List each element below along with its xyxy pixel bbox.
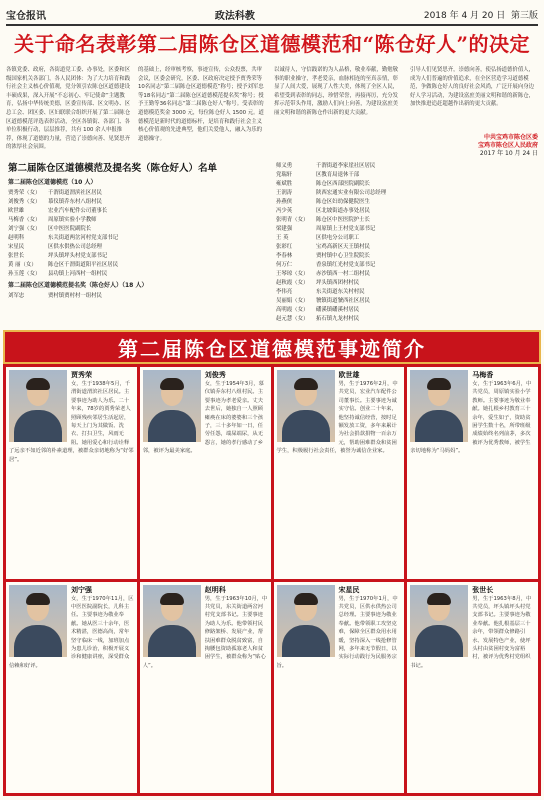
portrait-photo <box>277 370 335 442</box>
nominees-subtitle: 第二届陈仓区道德模范提名奖（陈仓好人）（18 人） <box>8 282 148 289</box>
list-row <box>276 288 538 297</box>
list-row <box>8 292 268 301</box>
list-row-name: 贾秀荣（女） <box>8 190 41 196</box>
profile-card <box>6 582 137 794</box>
list-row <box>276 306 538 315</box>
list-row-desc: 区教育局退休干部 <box>316 172 360 178</box>
list-row-desc: 贾村镇贾村村一组村民 <box>48 293 102 299</box>
signature-date: 2017 年 10 月 24 日 <box>479 150 538 157</box>
body-column-1: 各镇党委、政府，各街道党工委、办事处，区委和区级国家机关各部门，各人民团体：为了大力培育和践行社会主义核心价值观，党分领引农陈仓区道德建设丰硕成果，深入开展“不忘初心、牢记使命”主题教育，弘扬中华传统美德，区委宣传部、区文明办、区总工会、团区委、区妇联联合组织开展了第二届陈仓区道德模范评选表彰活动，全区各镇街、各部门、各单位积极行动，层层推荐，共有 100 余人申报推荐，体现了道德的力量，营造了崇德向善、见贤思齐的浓厚社会氛围。 <box>6 67 130 151</box>
list-row-name: 宋星民 <box>8 244 25 250</box>
list-row <box>8 252 268 261</box>
list-row-name: 欧世雄 <box>8 208 25 214</box>
signature-org-2: 宝鸡市陈仓区人民政府 <box>477 142 538 149</box>
list-row <box>8 225 268 234</box>
profile-name: 刘俊秀 <box>204 371 226 379</box>
list-row-name: 党瑞轩 <box>276 172 293 178</box>
list-row-desc: 区供电分公司职工 <box>316 235 360 241</box>
list-row-name: 师义勇 <box>276 163 293 169</box>
profile-name: 宋星民 <box>338 585 360 594</box>
list-row <box>276 189 538 198</box>
list-row-name: 赵秋霞（女） <box>276 280 309 286</box>
banner <box>3 330 541 364</box>
profile-text: 男，生于1970年1月，中共党员，区供水供热公司总经理。主要事迹为敬业奉献。他带领职工攻坚克难，保障全区群众用水用暖，坚持深入一线抢修管网，多年来无节假日，以实际行动践行为民服务宗旨。 <box>276 595 398 669</box>
body-column-3: 以诚待人，守信践诺的为人品格，敬业奉献，勤勉敬事的职业操守，孝老爱亲，血脉相连的至真亲情，彰显了人间大爱，展现了人性大美，体现了全区人民，希望受到表彰的同志，珍惜荣誉，再接再厉，充分发挥示范带头作用，激励人们向上向善，为建设富庶美丽文明和谐的新陈仓作出新的更大贡献。 <box>274 67 398 116</box>
list-row-desc: 坪头镇坪头村党支部书记 <box>48 253 108 259</box>
list-row-desc: 磻溪镇磻溪村居民 <box>316 307 360 313</box>
profile-name: 贾秀荣 <box>71 371 92 379</box>
list-row-desc: 慕仪镇乔东村八组村民 <box>48 199 102 205</box>
profile-name: 赵明科 <box>204 585 226 594</box>
list-row-desc: 千渭街道渭滨社区居民 <box>48 190 102 196</box>
list-row-name: 马梅香（女） <box>8 217 41 223</box>
profile-card <box>274 367 405 579</box>
list-row-desc: 陈仓区中医医院护士长 <box>316 217 370 223</box>
headline: 关于命名表彰第二届陈仓区道德模范和“陈仓好人”的决定 <box>13 32 530 56</box>
list-row <box>8 261 268 270</box>
section-name: 政法科教 <box>214 10 255 22</box>
issue-date: 2018 年 4 月 20 日 <box>423 10 506 21</box>
list-row-name: 王琴琼（女） <box>276 271 309 277</box>
page-header <box>6 4 538 24</box>
portrait-photo <box>410 370 468 442</box>
list-row-name: 王 英 <box>276 235 289 241</box>
list-row <box>8 189 268 198</box>
body-column-2: 的基础上，经审核考察，事迹宣传，公众投票，共审会议，区委会研究，区委、区政府决定授予贾秀荣等10名同志“第二届陈仓区道德模范”称号；授予刘军忠等18名同志“第二届陈仓区道德模范提名奖”称号；授予王勤等36名同志“第二届陈仓好人”称号。受表彰的道德模范奖金 3000 元，每位陈仓好人 1500 元。道德模范是新时代的道德标杆，是培育和践行社会主义核心价值观的先进典型，他们关爱他人，融入为乐的道德操守。 <box>138 67 264 142</box>
signature-block <box>410 134 538 158</box>
list-row <box>276 243 538 252</box>
list-row <box>276 279 538 288</box>
profile-name: 刘宁强 <box>71 585 92 594</box>
list-row <box>276 207 538 216</box>
list-row <box>8 198 268 207</box>
profile-text: 男，生于1963年8月，中共党员，坪头镇坪头村党支部书记。主要事迹为敬业奉献。他扎根基层三十余年，带领群众修路引水、发展特色产业，使坪头村由贫困村变为富裕村，被评为优秀村党组织书记。 <box>410 595 532 669</box>
portrait-photo <box>9 585 67 657</box>
list-row-desc: 坪头镇西团村村民 <box>316 280 360 286</box>
list-row <box>8 270 268 279</box>
list-row-name: 刘军忠 <box>8 293 25 299</box>
list-row <box>276 225 538 234</box>
portrait-photo <box>410 585 468 657</box>
list-row-desc: 县功镇上河西村一组村民 <box>48 271 108 277</box>
list-row <box>276 171 538 180</box>
profile-card <box>274 582 405 794</box>
portrait-photo <box>277 585 335 657</box>
list-row-desc: 宏业汽车配件公司董事长 <box>48 208 108 214</box>
profile-card <box>140 582 271 794</box>
list-row <box>276 297 538 306</box>
list-row <box>276 270 538 279</box>
list-row-name: 张明青（女） <box>276 217 309 223</box>
profile-text: 女，生于1938年5月，千渭街道渭滨社区居民。主要事迹为助人为乐。二十年来，78岁的贾秀荣老人照顾残疾邻居生活起居，每天上门为其做饭、洗衣、打扫卫生，风雨无阻。她用爱心和行动诠释了远亲不如近邻的朴素道理，被群众亲切地称为“好邻居”。 <box>9 381 134 463</box>
list-row-desc: 拓石镇九龙村村民 <box>316 316 360 322</box>
signature-org-1: 中共宝鸡市陈仓区委 <box>483 134 538 141</box>
profile-card <box>140 367 271 579</box>
header-rule <box>6 24 538 26</box>
list-row-name: 李春林 <box>276 253 293 259</box>
list-row <box>276 180 538 189</box>
list-row-desc: 陈仓区千渭街道阳平社区居民 <box>48 262 119 268</box>
list-row <box>276 261 538 270</box>
profile-text: 女，生于1963年6月，中共党员，周原镇实验小学教师。主要事迹为敬业奉献。她扎根乡村教育三十余年，爱生如子，资助贫困学生数十名，所带班级成绩始终名列前茅，多次被评为优秀教师，被学生亲切地称为“马妈妈”。 <box>410 381 532 455</box>
list-row <box>276 162 538 171</box>
list-row <box>276 198 538 207</box>
list-row <box>276 234 538 243</box>
list-row-name: 张世长 <box>8 253 25 259</box>
list-row-name: 梁建强 <box>276 226 293 232</box>
list-row-desc: 区供水供热公司总经理 <box>48 244 102 250</box>
profile-text: 男，生于1976年2月，中共党员，宏业汽车配件公司董事长。主要事迹为诚实守信。创业二十年来，他坚持诚信经营，按时足额发放工资，多年来累计为社会捐款捐物一百余万元，帮助困难群众和贫困学生，积极履行社会责任，被誉为诚信企业家。 <box>276 381 398 455</box>
list-row-desc: 贾村镇中心卫生院院长 <box>316 253 370 259</box>
list-row-name: 孙燕侠 <box>276 199 293 205</box>
list-row-name: 高明霞（女） <box>276 307 309 313</box>
banner-title: 第二届陈仓区道德模范事迹简介 <box>118 336 426 361</box>
nominees-list <box>276 162 538 328</box>
list-row-desc: 赤沙镇西一村二组村民 <box>316 271 370 277</box>
profile-name: 欧世雄 <box>338 371 360 379</box>
list-row-desc: 东关街道两岔河村党支部书记 <box>48 235 119 241</box>
list-row-name: 吴丽娟（女） <box>276 298 309 304</box>
profile-card <box>407 582 538 794</box>
list-row-desc: 周原镇实验小学教师 <box>48 217 97 223</box>
list-row-name: 孙玉莲（女） <box>8 271 41 277</box>
list-row <box>8 234 268 243</box>
list-row-desc: 周原镇上王村党支部书记 <box>316 226 376 232</box>
paper-name: 宝仓报讯 <box>6 10 46 22</box>
portrait-photo <box>143 370 201 442</box>
profile-text: 男，生于1963年10月，中共党员，东关街道两岔河村党支部书记。主要事迹为助人为乐。他带领村民修路架桥、发展产业，帮扶困难群众脱贫致富，自掏腰包资助孤寡老人和贫困学生，被群众称为“贴心人”。 <box>142 595 268 669</box>
profiles-grid <box>6 367 538 793</box>
list-title: 第二届陈仓区道德模范及提名奖（陈仓好人）名单 <box>8 163 218 174</box>
list-row <box>8 243 268 252</box>
header-date-page <box>424 8 538 21</box>
profile-text: 女，生于1970年11月，区中医医院副院长，儿科主任。主要事迹为敬业奉献。她从医三十余年，医术精湛，医德高尚，常年坚守临床一线，加班加点为患儿诊治，积极开展义诊和健康讲座，深受群众信赖和好评。 <box>9 595 134 669</box>
list-row <box>8 207 268 216</box>
list-row <box>276 252 538 261</box>
list-row <box>8 216 268 225</box>
profile-card <box>6 367 137 579</box>
list-row-name: 张彩红 <box>276 244 293 250</box>
list-row-desc: 东关街道东关村村民 <box>316 289 365 295</box>
list-row-name: 王润涛 <box>276 190 293 196</box>
list-row-name: 赵元慧（女） <box>276 316 309 322</box>
list-row-desc: 香泉镇红光村党支部书记 <box>316 262 376 268</box>
list-row-name: 冯少英 <box>276 208 293 214</box>
page-label: 第三版 <box>510 10 538 21</box>
list-row <box>276 315 538 324</box>
list-row-name: 何万仁 <box>276 262 293 268</box>
list-row-desc: 千渭街道李家崖社区居民 <box>316 163 376 169</box>
list-row-name: 黄 丽（女） <box>8 262 37 268</box>
body-column-4: 引导人们见贤思齐，崇德向善，使弘扬道德价值人，成为人们普遍的价值追求，在全区营造学习道德模范，争做陈仓好人的良好社会风尚，广泛开展向身边好人学习活动，为建设富庶美丽文明和谐的新陈仓，加快推进追赶超越作出新的更大贡献。 <box>410 67 534 108</box>
profile-name: 马梅香 <box>472 371 494 379</box>
list-row-name: 刘宁强（女） <box>8 226 41 232</box>
list-row-desc: 陕西宏通实业有限公司总经理 <box>316 190 387 196</box>
list-row-name: 雍斌胜 <box>276 181 293 187</box>
models-list <box>8 176 268 326</box>
list-row-name: 李伟亮 <box>276 289 293 295</box>
list-row-desc: 虢镇街道虢西社区居民 <box>316 298 370 304</box>
list-row-desc: 区中医医院副院长 <box>48 226 92 232</box>
portrait-photo <box>143 585 201 657</box>
list-row-desc: 区北坡街道办事处居民 <box>316 208 370 214</box>
profile-name: 张世长 <box>472 585 494 594</box>
profile-text: 女，生于1954年3月，慕仪镇乔东村八组村民。主要事迹为孝老爱亲。丈夫去世后，她独自一人照顾瘫痪在床的婆婆和三个孩子，三十多年如一日，任劳任怨，端屎端尿，从无怨言，她的孝行感动了乡邻，被评为最美家庭。 <box>142 381 264 455</box>
portrait-photo <box>9 370 67 442</box>
list-row-desc: 宝鸡高新区天王镇村民 <box>316 244 370 250</box>
models-subtitle: 第二届陈仓区道德模范（10 人） <box>8 179 97 186</box>
list-row-desc: 陈仓区妇幼保健院医生 <box>316 199 370 205</box>
list-row-name: 赵明科 <box>8 235 25 241</box>
list-row <box>276 216 538 225</box>
list-row-name: 刘俊秀（女） <box>8 199 41 205</box>
profile-card <box>407 367 538 579</box>
list-row-desc: 陈仓区西部医院副院长 <box>316 181 370 187</box>
